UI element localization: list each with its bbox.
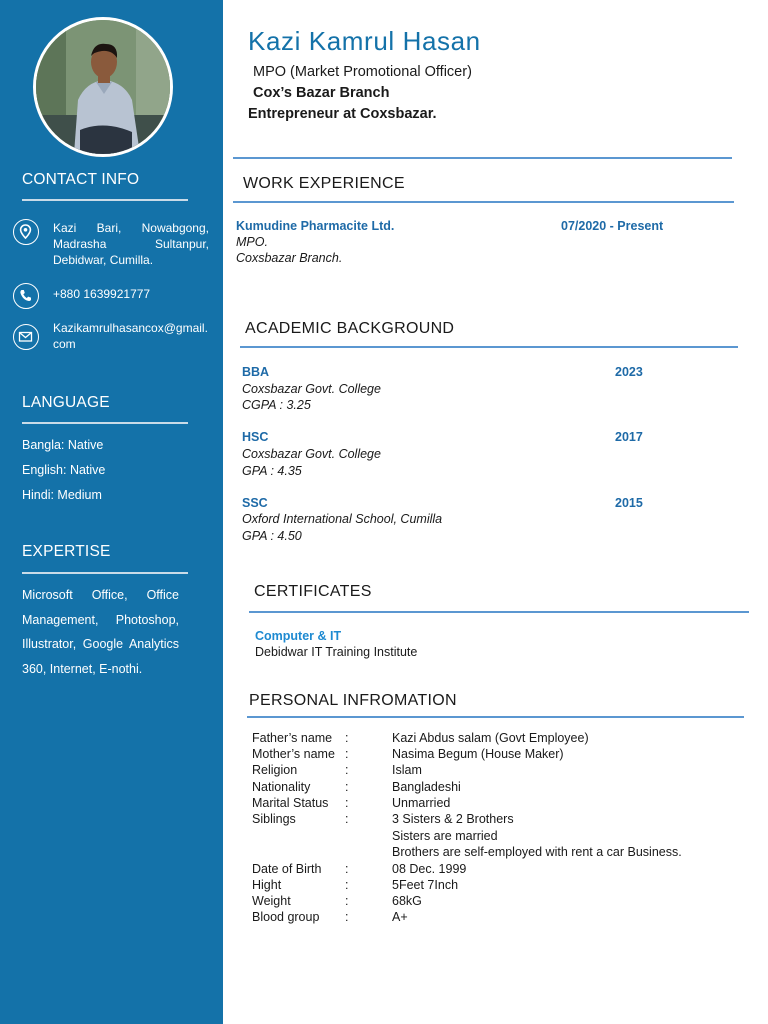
info-value: Brothers are self-employed with rent a car Business. [392,845,682,859]
academic-grade: CGPA : 3.25 [242,398,311,412]
divider [233,201,734,203]
info-colon: : [345,731,349,745]
academic-degree: HSC [242,430,269,444]
info-value: 08 Dec. 1999 [392,862,467,876]
info-label: Religion [252,763,298,777]
info-value: Nasima Begum (House Maker) [392,747,564,761]
info-colon: : [345,910,349,924]
info-value: Bangladeshi [392,780,461,794]
info-colon: : [345,763,349,777]
info-label: Father’s name [252,731,333,745]
personal-info-row [252,878,732,894]
divider [247,716,744,718]
work-branch: Coxsbazar Branch. [236,251,343,265]
work-company: Kumudine Pharmacite Ltd. [236,219,395,233]
info-label: Date of Birth [252,862,322,876]
info-label: Mother’s name [252,747,335,761]
certificate-title: Computer & IT [255,629,342,643]
expertise-heading: EXPERTISE [22,543,111,560]
location-pin-icon [13,219,39,245]
personal-info-row [252,731,732,747]
person-photo-icon [36,20,170,154]
personal-info-row [252,763,732,779]
email-text[interactable]: Kazikamrulhasancox@gmail.com [53,321,208,351]
language-item: Hindi: Medium [22,488,102,502]
language-item: English: Native [22,463,106,477]
info-colon: : [345,780,349,794]
address-row [13,218,213,268]
envelope-icon [13,324,39,350]
email-row [13,320,213,354]
candidate-name: Kazi Kamrul Hasan [248,26,481,56]
academic-school: Coxsbazar Govt. College [242,382,381,396]
academic-year: 2023 [615,365,643,379]
info-value: 3 Sisters & 2 Brothers [392,812,514,826]
personal-info-row [252,812,732,828]
info-colon: : [345,862,349,876]
phone-row [13,283,213,309]
info-label: Hight [252,878,282,892]
sidebar [0,0,223,1024]
divider [22,572,188,574]
info-colon: : [345,878,349,892]
info-label: Marital Status [252,796,329,810]
personal-info-row [252,862,732,878]
info-label: Siblings [252,812,296,826]
academic-grade: GPA : 4.50 [242,529,302,543]
phone-text[interactable]: +880 1639921777 [53,287,151,301]
contact-info-heading: CONTACT INFO [22,171,140,188]
academic-degree: BBA [242,365,270,379]
info-value: Kazi Abdus salam (Govt Employee) [392,731,589,745]
divider [240,346,738,348]
info-colon: : [345,812,349,826]
academic-year: 2017 [615,430,643,444]
info-value: A+ [392,910,408,924]
phone-icon [13,283,39,309]
academic-degree: SSC [242,496,268,510]
divider [22,199,188,201]
info-value: Islam [392,763,422,777]
personal-info-row [252,845,732,861]
academic-school: Coxsbazar Govt. College [242,447,381,461]
branch-title: Cox’s Bazar Branch [253,85,390,101]
info-colon: : [345,796,349,810]
info-label: Blood group [252,910,320,924]
info-label: Weight [252,894,291,908]
personal-info-heading: PERSONAL INFROMATION [249,692,457,709]
info-value: 68kG [392,894,422,908]
personal-info-row [252,829,732,845]
info-colon: : [345,747,349,761]
divider [249,611,749,613]
address-text: Kazi Bari, Nowabgong, Madrasha Sultanpur, Debidwar, Cumilla. [53,221,209,267]
divider [22,422,188,424]
work-role: MPO. [236,235,268,249]
info-value: Sisters are married [392,829,498,843]
info-value: 5Feet 7Inch [392,878,459,892]
profile-photo [33,17,173,157]
academic-school: Oxford International School, Cumilla [242,512,443,526]
personal-info-row [252,780,732,796]
divider [233,157,732,159]
academic-heading: ACADEMIC BACKGROUND [245,320,455,337]
entrepreneur-title: Entrepreneur at Coxsbazar. [248,106,437,122]
work-date: 07/2020 - Present [561,219,664,233]
certificates-heading: CERTIFICATES [254,583,372,600]
info-colon: : [345,894,349,908]
language-heading: LANGUAGE [22,394,110,411]
certificate-institute: Debidwar IT Training Institute [255,645,418,659]
expertise-text: Microsoft Office, Office Management, Photoshop, Illustrator, Google Analytics 360, Internet, E-nothi. [22,588,179,676]
info-value: Unmarried [392,796,451,810]
personal-info-row [252,894,732,910]
work-experience-heading: WORK EXPERIENCE [243,175,405,192]
personal-info-row [252,796,732,812]
personal-info-row [252,747,732,763]
info-label: Nationality [252,780,311,794]
job-title: MPO (Market Promotional Officer) [253,64,472,80]
language-item: Bangla: Native [22,438,104,452]
academic-grade: GPA : 4.35 [242,464,302,478]
academic-year: 2015 [615,496,643,510]
personal-info-row [252,910,732,926]
